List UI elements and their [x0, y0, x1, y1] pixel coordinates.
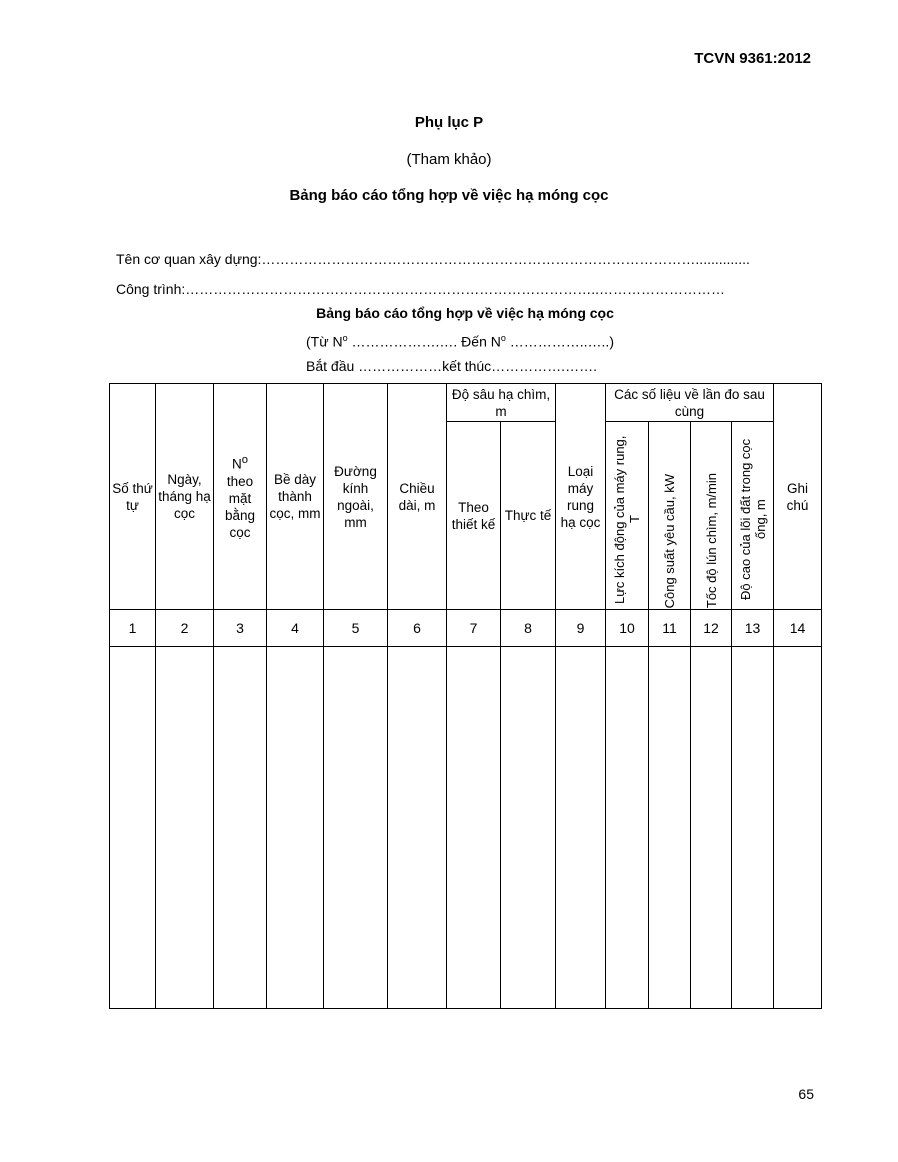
entry-cell	[556, 647, 606, 1009]
header-col-5	[324, 384, 388, 610]
header-col-1-label: Số thứ tự	[112, 480, 153, 513]
entry-cell	[324, 647, 388, 1009]
column-number: 4	[267, 610, 324, 647]
report-table	[109, 383, 822, 1009]
header-group-last-measure-label: Các số liệu về lần đo sau cùng	[614, 386, 765, 419]
column-number: 3	[214, 610, 267, 647]
project-field: Công trình:……………………………………………………………………………..………………………	[116, 281, 726, 297]
entry-row	[110, 647, 822, 1009]
entry-cell	[732, 647, 774, 1009]
header-col-14-label: Ghi chú	[786, 480, 809, 513]
entry-cell	[110, 647, 156, 1009]
number-range	[306, 333, 614, 350]
header-col-7	[447, 422, 501, 610]
header-col-1	[110, 384, 156, 610]
header-col-4	[267, 384, 324, 610]
standard-code: TCVN 9361:2012	[694, 50, 811, 67]
column-number: 2	[156, 610, 214, 647]
column-number: 7	[447, 610, 501, 647]
header-col-3-label	[214, 452, 266, 541]
entry-cell	[774, 647, 822, 1009]
header-group-last-measure	[606, 384, 774, 422]
appendix-title: Bảng báo cáo tổng hợp về việc hạ móng cọc	[289, 187, 609, 204]
entry-cell	[156, 647, 214, 1009]
header-col-3	[214, 384, 267, 610]
appendix-reference: (Tham khảo)	[406, 151, 492, 168]
header-col-11	[649, 422, 691, 610]
column-number: 9	[556, 610, 606, 647]
column-number: 14	[774, 610, 822, 647]
column-number: 8	[501, 610, 556, 647]
entry-cell	[267, 647, 324, 1009]
entry-cell	[447, 647, 501, 1009]
header-col-2-label: Ngày, tháng hạ cọc	[158, 472, 211, 521]
header-col-6	[388, 384, 447, 610]
header-col-12-label: Tốc độ lún chìm, m/min	[703, 472, 719, 608]
page-number: 65	[798, 1086, 814, 1102]
header-col-10	[606, 422, 649, 610]
header-col-2	[156, 384, 214, 610]
column-number-row	[110, 610, 822, 647]
header-col-13-label: Độ cao của lõi đất trong cọc ống, m	[737, 438, 768, 601]
entry-cell	[501, 647, 556, 1009]
column-number: 6	[388, 610, 447, 647]
header-col-5-label: Đường kính ngoài, mm	[334, 463, 377, 530]
entry-cell	[388, 647, 447, 1009]
header-col-6-label: Chiều dài, m	[398, 480, 436, 513]
range-end: ……………..…..)	[505, 333, 614, 350]
header-col-8	[501, 422, 556, 610]
header-row-1	[110, 384, 822, 422]
header-col-4-label: Bề dày thành cọc, mm	[269, 472, 321, 521]
header-group-depth-label: Độ sâu hạ chìm, m	[451, 386, 551, 419]
agency-field: Tên cơ quan xây dựng:…………………………………………………………………………………..............	[116, 251, 750, 267]
column-number: 11	[649, 610, 691, 647]
column-number: 5	[324, 610, 388, 647]
range-sup-to: o	[500, 333, 506, 343]
column-number: 12	[691, 610, 732, 647]
entry-cell	[649, 647, 691, 1009]
entry-cell	[606, 647, 649, 1009]
appendix-label: Phụ lục P	[414, 114, 484, 131]
header-col-10-label: Lực kích động của máy rung, T	[612, 435, 643, 604]
header-col-3-n: N	[231, 456, 242, 472]
report-subtitle: Bảng báo cáo tổng hợp về việc hạ móng cọc	[316, 305, 614, 321]
column-number: 13	[732, 610, 774, 647]
header-col-7-label: Theo thiết kế	[451, 499, 496, 532]
header-col-8-label: Thực tế	[504, 508, 552, 523]
column-number: 10	[606, 610, 649, 647]
header-col-13	[732, 422, 774, 610]
header-col-12	[691, 422, 732, 610]
header-col-9	[556, 384, 606, 610]
header-col-3-text: theo mặt bằng cọc	[224, 473, 256, 540]
header-col-14	[774, 384, 822, 610]
entry-cell	[214, 647, 267, 1009]
header-col-11-label: Công suất yêu cầu, kW	[662, 473, 678, 608]
range-mid: ……………….…. Đến N	[347, 333, 501, 350]
header-col-9-label: Loại máy rung hạ cọc	[560, 463, 601, 530]
range-sup-from: o	[342, 333, 348, 343]
column-number: 1	[110, 610, 156, 647]
header-group-depth	[447, 384, 556, 422]
entry-cell	[691, 647, 732, 1009]
start-end-dates: Bắt đầu ………………kết thúc…………….…….	[306, 358, 597, 374]
header-col-3-sup: o	[241, 454, 248, 467]
range-from: (Từ N	[306, 333, 343, 350]
